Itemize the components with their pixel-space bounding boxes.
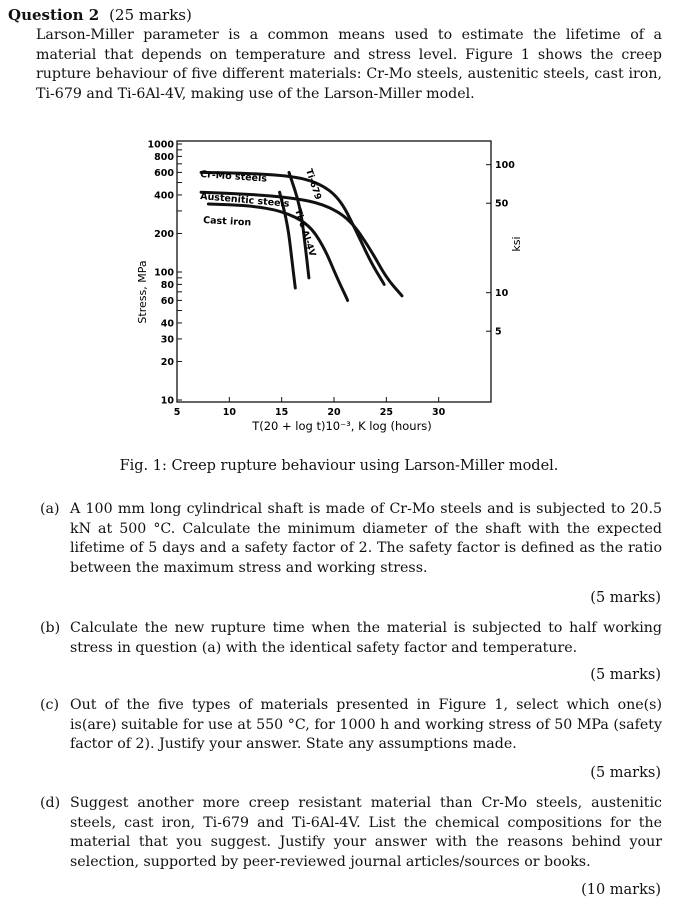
- bottom-tick-label: 25: [379, 407, 393, 418]
- question-intro: Larson-Miller parameter is a common means used to estimate the lifetime of a material that depends on temperature and stress level. Figure 1 shows the creep rupture behaviour of five different materials: Cr-Mo steels, austenitic steels, cast iron, Ti-679 and Ti-6Al-4V, making use of the Larson-Miller model.: [36, 27, 662, 102]
- part-b-label: (b): [40, 620, 61, 636]
- part-b-text: Calculate the new rupture time when the material is subjected to half working stress in question (a) with the identical safety factor and temperature.: [70, 620, 662, 656]
- larson-miller-figure: [120, 132, 540, 442]
- label-ti64: Ti-6 Al-4V: [292, 207, 317, 258]
- bottom-tick-label: 20: [327, 407, 341, 418]
- part-b: [40, 619, 662, 658]
- part-a-text: A 100 mm long cylindrical shaft is made of Cr-Mo steels and is subjected to 20.5 kN at 500 °C. Calculate the minimum diameter of the shaft with the expected lifetime of 5 days and a safety factor of 2. The safety factor is defined as the ratio between the maximum stress and working stress.: [70, 501, 662, 576]
- label-crmo: Cr-Mo steels: [199, 169, 268, 185]
- part-a: [40, 500, 662, 578]
- left-tick-label: 800: [154, 151, 174, 163]
- right-tick-label: 10: [495, 288, 509, 300]
- part-d-marks: (10 marks): [581, 882, 661, 898]
- question-marks: (25 marks): [109, 6, 192, 24]
- bottom-tick-label: 5: [173, 407, 181, 418]
- part-c: [40, 696, 662, 755]
- secondary-y-axis-label: ksi: [510, 236, 523, 252]
- part-c-label: (c): [40, 697, 60, 713]
- part-d-text: Suggest another more creep resistant material than Cr-Mo steels, austenitic steels, cast iron, Ti-679 and Ti-6Al-4V. List the chemical compositions for the material that you suggest. Justify your answer with the reasons behind your selection, supported by peer-reviewed journal articles/sources or books.: [70, 795, 662, 870]
- left-tick-label: 400: [154, 190, 174, 202]
- left-tick-label: 30: [160, 334, 174, 346]
- left-tick-label: 100: [154, 267, 174, 279]
- left-tick-label: 200: [154, 228, 174, 240]
- part-d: [40, 794, 662, 872]
- question-header: [8, 6, 192, 24]
- label-cast-iron: Cast iron: [202, 215, 252, 229]
- left-tick-label: 600: [154, 167, 174, 179]
- part-b-marks: (5 marks): [590, 667, 661, 683]
- left-tick-label: 60: [160, 295, 174, 307]
- left-tick-label: 1000: [147, 139, 174, 151]
- part-d-label: (d): [40, 795, 61, 811]
- part-c-marks: (5 marks): [590, 765, 661, 781]
- question-title: Question 2: [8, 6, 100, 24]
- bottom-axis-ticks: [174, 397, 446, 418]
- chart-svg: [120, 132, 540, 442]
- left-tick-label: 20: [160, 356, 174, 368]
- right-tick-label: 5: [495, 326, 502, 338]
- right-tick-label: 50: [495, 198, 509, 210]
- bottom-tick-label: 30: [432, 407, 446, 418]
- left-tick-label: 10: [160, 395, 174, 407]
- bottom-tick-label: 10: [222, 407, 236, 418]
- bottom-tick-label: 15: [275, 407, 289, 418]
- label-austenitic: Austenitic steels: [199, 191, 290, 210]
- part-a-label: (a): [40, 501, 60, 517]
- left-tick-label: 40: [160, 318, 174, 330]
- label-ti679: Ti-679: [303, 167, 323, 202]
- part-a-marks: (5 marks): [590, 590, 661, 606]
- right-tick-label: 100: [495, 160, 515, 172]
- y-axis-label: Stress, MPa: [136, 260, 149, 324]
- left-tick-label: 80: [160, 279, 174, 291]
- x-axis-label: T(20 + log t)10⁻³, K log (hours): [252, 419, 432, 433]
- figure-caption: Fig. 1: Creep rupture behaviour using Larson-Miller model.: [119, 458, 559, 474]
- part-c-text: Out of the five types of materials presented in Figure 1, select which one(s) is(are) suitable for use at 550 °C, for 1000 h and working stress of 50 MPa (safety factor of 2). Justify your answer. State any assumptions made.: [70, 697, 662, 752]
